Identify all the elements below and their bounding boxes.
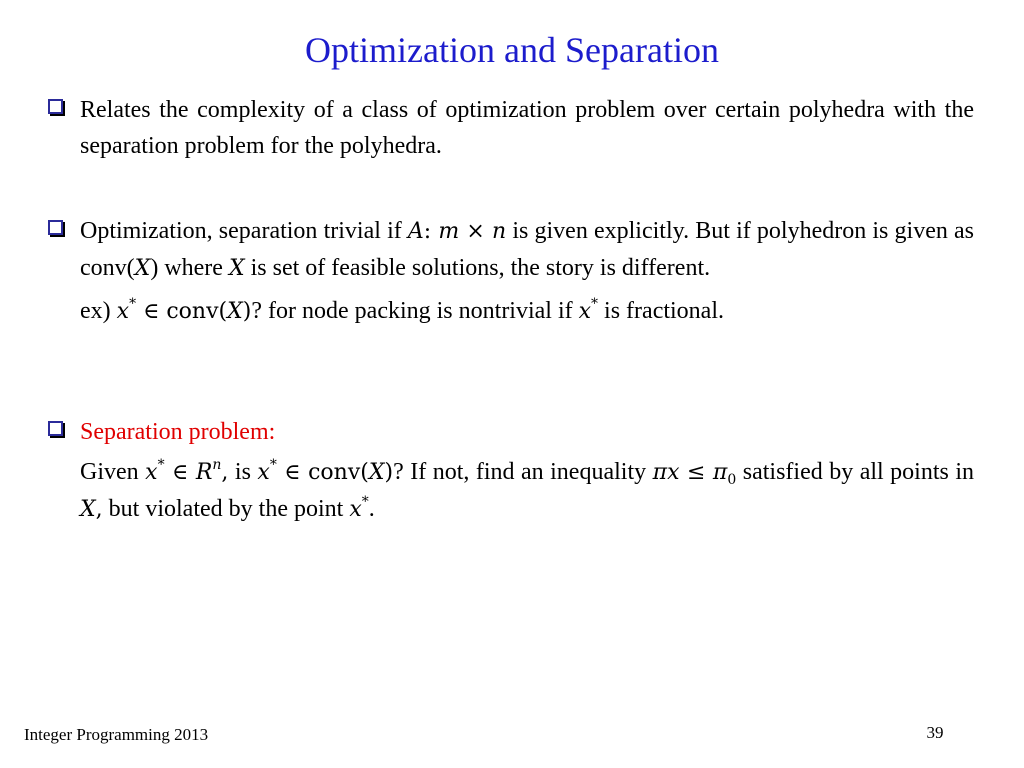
math-comma: , [221,460,229,485]
hollow-square-bullet-icon [48,220,63,235]
math-conv: conv( [166,299,228,324]
text-run: is given explicitly. But if polyhedron is given as conv( [80,218,975,281]
math-x: X [227,299,243,324]
bullet-2 [48,213,974,330]
math-leq: ≤ [679,460,713,485]
text-run: is fractional. [598,298,724,324]
math-star: * [129,296,137,312]
math-n: n [492,219,507,244]
text-run: Given [80,459,146,485]
text-run: ex) [80,298,117,324]
math-comma: , [95,497,103,522]
hollow-square-bullet-icon [48,99,63,114]
text-run: is [228,459,258,485]
math-pi-x: πx [652,460,680,485]
math-star: * [269,457,277,473]
hollow-square-bullet-icon [48,421,63,436]
math-in: ∈ [276,460,309,485]
math-x: x [578,299,592,324]
math-matrix-a: A [407,219,424,244]
bullet-3-text [80,454,974,528]
math-x: x [257,460,270,485]
bullet-2-example [80,293,974,330]
bullet-1 [48,92,974,164]
text-run: but violated by the point [102,496,350,522]
math-m: m [438,219,460,244]
text-run: satisfied by all points in [736,459,975,485]
math-paren: ) [384,460,394,485]
math-x: x [145,460,158,485]
text-run: ? for node packing is nontrivial if [251,298,579,324]
bullet-3-heading: Separation problem: [80,419,276,445]
math-x: x [349,497,362,522]
footer-course-name: Integer Programming 2013 [24,725,209,744]
bullet-3 [48,414,974,528]
math-x: X [134,256,151,281]
bullet-1-text: Relates the complexity of a class of optimization problem over certain polyhedra with the separation problem for the polyhedra. [80,97,974,159]
math-star: * [591,296,599,312]
page-number: 39 [926,723,944,742]
math-x: X [80,497,96,522]
math-star: * [361,494,369,510]
math-x: x [116,299,130,324]
math-conv: conv( [308,460,369,485]
bullet-2-text [80,213,974,287]
math-n: n [212,457,222,473]
math-colon: : [423,219,439,244]
math-in: ∈ [136,299,167,324]
text-run: . [368,496,375,522]
text-run: is set of feasible solutions, the story is different. [244,255,711,281]
math-star: * [157,457,165,473]
text-run: ? If not, find an inequality [393,459,653,485]
math-in: ∈ [164,460,196,485]
text-run: Optimization, separation trivial if [80,218,408,244]
math-x: X [368,460,385,485]
math-paren: ) [242,299,252,324]
math-pi: π [712,460,728,485]
math-r: R [195,460,213,485]
slide-title: Optimization and Separation [305,30,719,70]
math-times: × [459,219,492,244]
math-x: X [228,256,245,281]
math-zero: 0 [727,472,737,488]
text-run: ) where [150,255,229,281]
